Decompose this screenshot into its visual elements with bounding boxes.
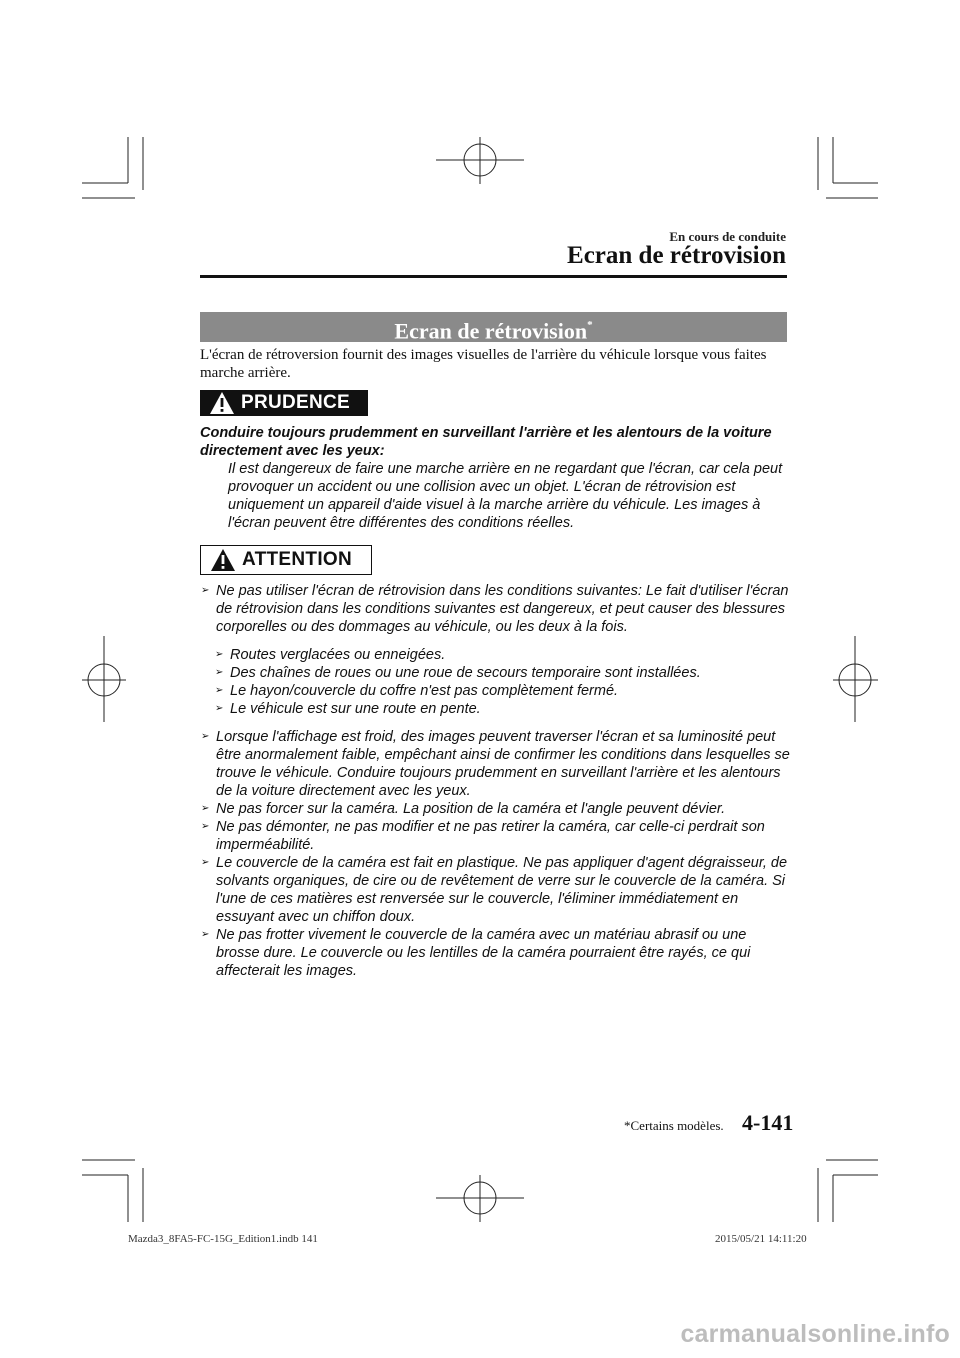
sub-list xyxy=(200,646,790,718)
arrowhead-bullet-icon: ➢ xyxy=(201,731,210,742)
arrowhead-bullet-icon: ➢ xyxy=(215,685,224,696)
arrowhead-bullet-icon: ➢ xyxy=(201,857,210,868)
list-item-text: Ne pas forcer sur la caméra. La position de la caméra et l'angle peuvent dévier. xyxy=(216,801,726,817)
sub-list-item-text: Le véhicule est sur une route en pente. xyxy=(230,701,481,717)
prudence-lead: Conduire toujours prudemment en surveillant l'arrière et les alentours de la voiture directement avec les yeux: xyxy=(200,425,772,459)
list-item-text: Ne pas démonter, ne pas modifier et ne pas retirer la caméra, car celle-ci perdrait son imperméabilité. xyxy=(216,819,765,853)
sub-list-item-text: Le hayon/couvercle du coffre n'est pas complètement fermé. xyxy=(230,683,619,699)
list-item-text: Ne pas frotter vivement le couvercle de la caméra avec un matériau abrasif ou une brosse dure. Le couvercle ou les lentilles de la caméra pourraient être rayés, ce qui affecterait les images. xyxy=(216,927,751,979)
arrowhead-bullet-icon: ➢ xyxy=(201,803,210,814)
sub-list-item xyxy=(214,664,790,682)
section-heading: En cours de conduite xyxy=(669,229,786,244)
arrowhead-bullet-icon: ➢ xyxy=(201,585,210,596)
registration-crosshair-icon xyxy=(436,137,524,184)
attention-badge xyxy=(200,545,372,575)
arrowhead-bullet-icon: ➢ xyxy=(215,649,224,660)
section-title-band xyxy=(200,312,787,342)
list-item xyxy=(200,818,790,854)
watermark: carmanualsonline.info xyxy=(680,1320,950,1348)
list-item-text: Lorsque l'affichage est froid, des images peuvent traverser l'écran et sa luminosité peut être anormalement faible, empêchant ainsi de confirmer les conditions dans lesquelles se trouve le véhicule. Conduire toujours prudemment en surveillant l'arrière et les alentours de la voiture directement avec les yeux. xyxy=(216,729,790,799)
warning-triangle-icon xyxy=(210,548,236,572)
sub-list-item-text: Routes verglacées ou enneigées. xyxy=(230,647,446,663)
sub-list-item xyxy=(214,700,790,718)
attention-label: ATTENTION xyxy=(242,549,353,570)
prudence-label: PRUDENCE xyxy=(241,392,351,413)
page-number: 4-141 xyxy=(742,1110,794,1135)
section-title: Ecran de rétrovision xyxy=(394,318,588,344)
list-item-text: Le couvercle de la caméra est fait en plastique. Ne pas appliquer d'agent dégraisseur, de solvants organiques, de cire ou de revêtement de verre sur le couvercle de la caméra. Si l'une de ces matières est renversée sur le couvercle, l'éliminer immédiatement en essuyant avec un chiffon doux. xyxy=(216,855,788,925)
list-item xyxy=(200,926,790,980)
list-item xyxy=(200,728,790,800)
sub-list-item-text: Des chaînes de roues ou une roue de secours temporaire sont installées. xyxy=(230,665,701,681)
warning-triangle-icon xyxy=(209,391,235,415)
header-rule xyxy=(200,275,787,278)
prudence-body: Il est dangereux de faire une marche arrière en ne regardant que l'écran, car cela peut provoquer un accident ou une collision avec un objet. L'écran de rétrovision est uniquement un appareil d'aide visuel à la marche arrière du véhicule. Les images à l'écran peuvent être différentes des conditions réelles. xyxy=(228,461,783,531)
list-item xyxy=(200,582,790,636)
arrowhead-bullet-icon: ➢ xyxy=(215,703,224,714)
models-footnote-mark: * xyxy=(587,319,593,331)
intro-paragraph: L'écran de rétroversion fournit des images visuelles de l'arrière du véhicule lorsque vous faites marche arrière. xyxy=(200,347,767,381)
registration-crosshair-icon xyxy=(436,1175,524,1222)
arrowhead-bullet-icon: ➢ xyxy=(201,821,210,832)
list-item-text: Ne pas utiliser l'écran de rétrovision dans les conditions suivantes: Le fait d'utiliser l'écran de rétrovision dans les conditions suivantes est dangereux, et peut causer des blessures corporelles ou des dommages au véhicule, ou les deux à la fois. xyxy=(216,583,789,635)
sub-list-item xyxy=(214,682,790,700)
registration-crosshair-icon xyxy=(833,636,878,722)
prudence-badge xyxy=(200,390,368,416)
arrowhead-bullet-icon: ➢ xyxy=(201,929,210,940)
prudence-text xyxy=(200,424,790,532)
list-item xyxy=(200,800,790,818)
sub-list-item xyxy=(214,646,790,664)
arrowhead-bullet-icon: ➢ xyxy=(215,667,224,678)
registration-crosshair-icon xyxy=(82,636,126,722)
footnote: *Certains modèles. xyxy=(624,1118,724,1133)
list-item xyxy=(200,854,790,926)
attention-list xyxy=(200,582,790,980)
page-running-title: Ecran de rétrovision xyxy=(567,242,786,269)
print-date: 2015/05/21 14:11:20 xyxy=(715,1233,807,1245)
print-file-info: Mazda3_8FA5-FC-15G_Edition1.indb 141 xyxy=(128,1233,318,1245)
